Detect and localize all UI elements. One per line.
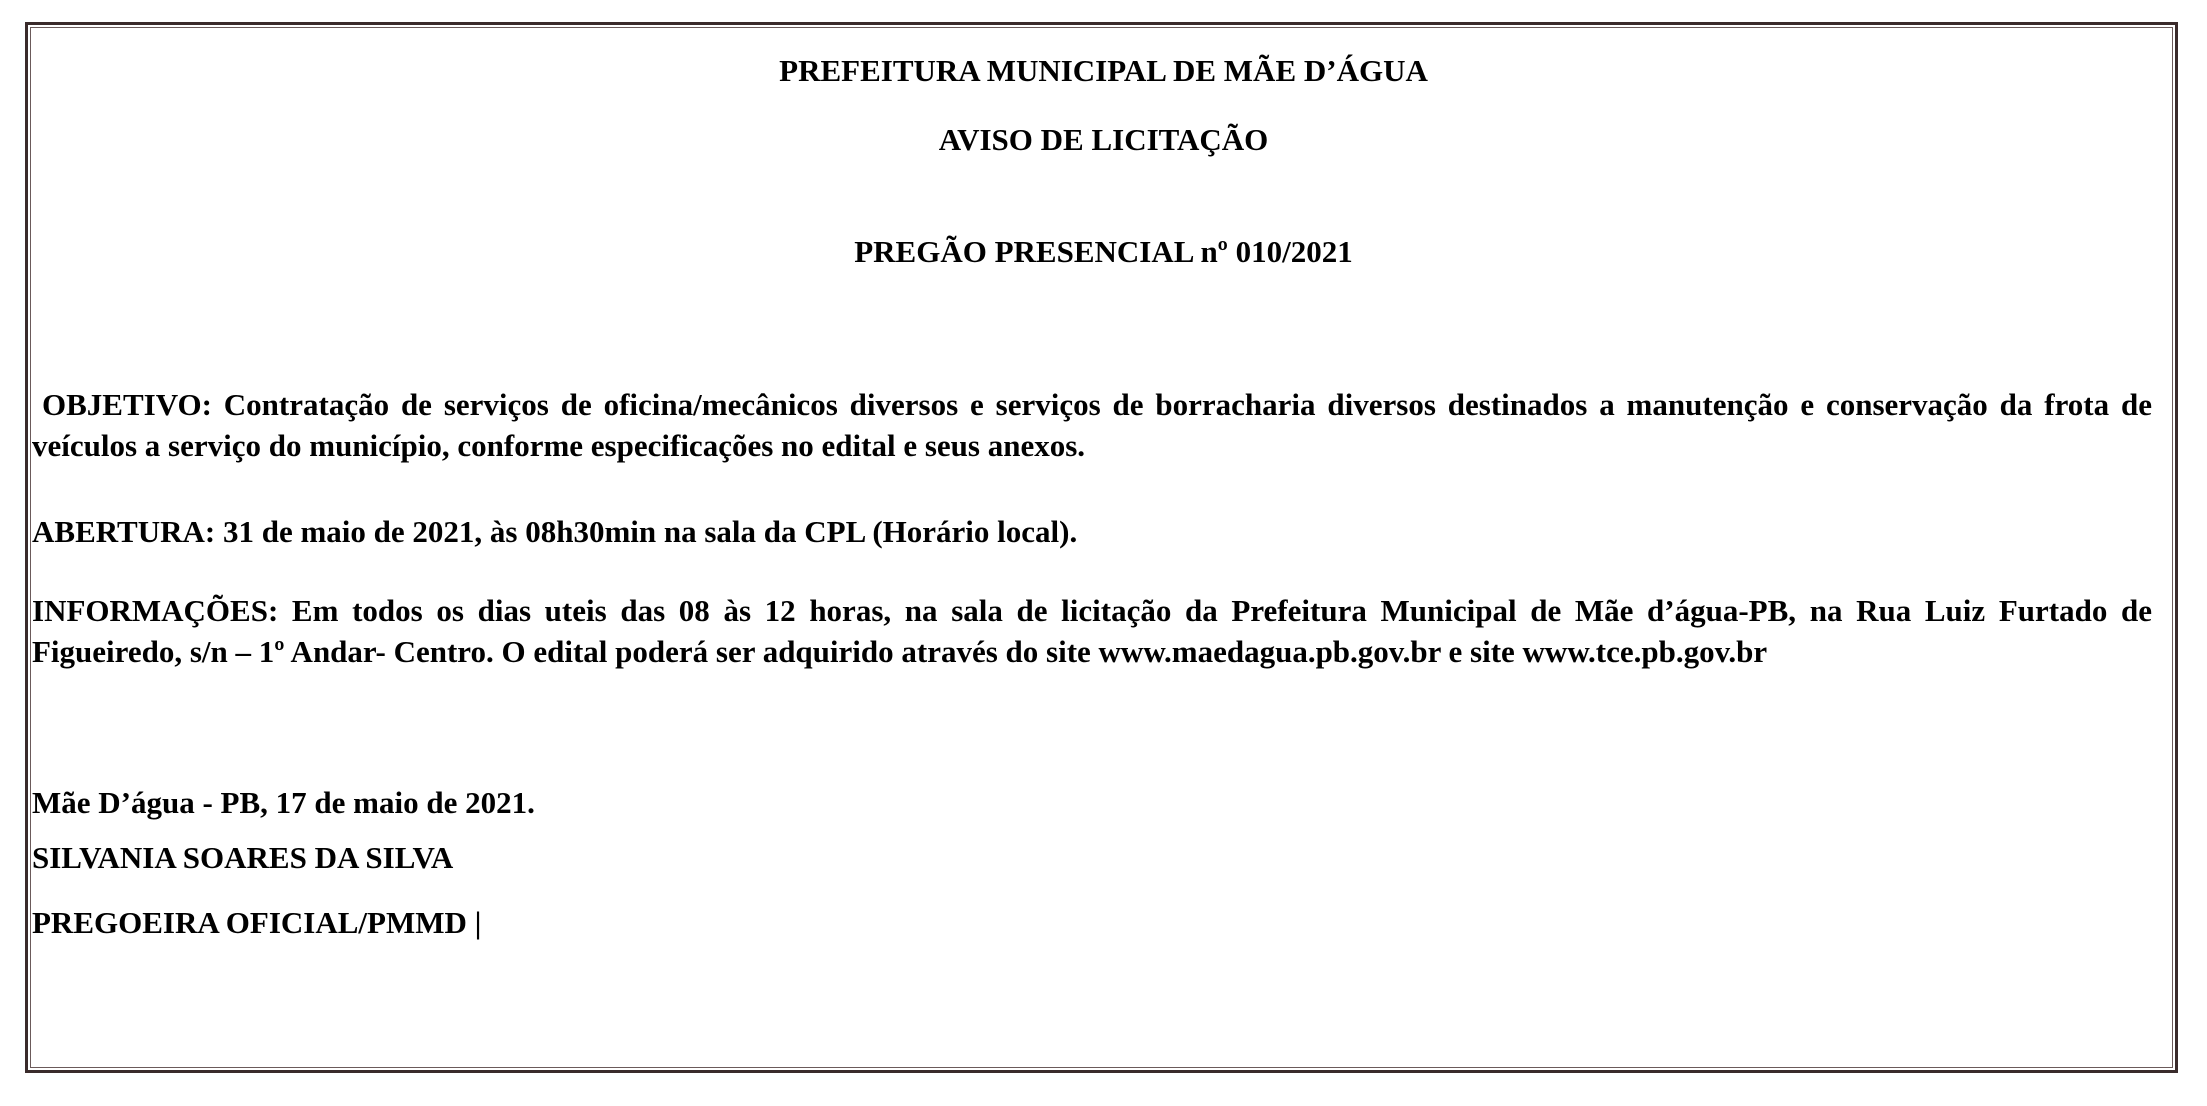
signatory-name: SILVANIA SOARES DA SILVA [32, 840, 454, 875]
place-date-line: Mãe D’água - PB, 17 de maio de 2021. [32, 785, 535, 820]
institution-heading: PREFEITURA MUNICIPAL DE MÃE D’ÁGUA [779, 53, 1428, 88]
informacoes-paragraph: INFORMAÇÕES: Em todos os dias uteis das 08 às 12 horas, na sala de licitação da Prefeitura Municipal de Mãe d’água-PB, na Rua Luiz Furtado de Figueiredo, s/n – 1º Andar- Centro. O edital poderá ser adquirido através do site www.maedagua.pb.gov.br e site www.tce.pb.gov.br [32, 593, 2152, 669]
notice-type-heading: AVISO DE LICITAÇÃO [938, 122, 1269, 157]
abertura-paragraph: ABERTURA: 31 de maio de 2021, às 08h30min na sala da CPL (Horário local). [32, 514, 1078, 549]
procedure-heading: PREGÃO PRESENCIAL nº 010/2021 [854, 234, 1353, 269]
signatory-role: PREGOEIRA OFICIAL/PMMD | [32, 905, 482, 940]
objetivo-paragraph: OBJETIVO: Contratação de serviços de oficina/mecânicos diversos e serviços de borracharia diversos destinados a manutenção e conservação da frota de veículos a serviço do município, conforme especificações no edital e seus anexos. [32, 387, 2152, 463]
